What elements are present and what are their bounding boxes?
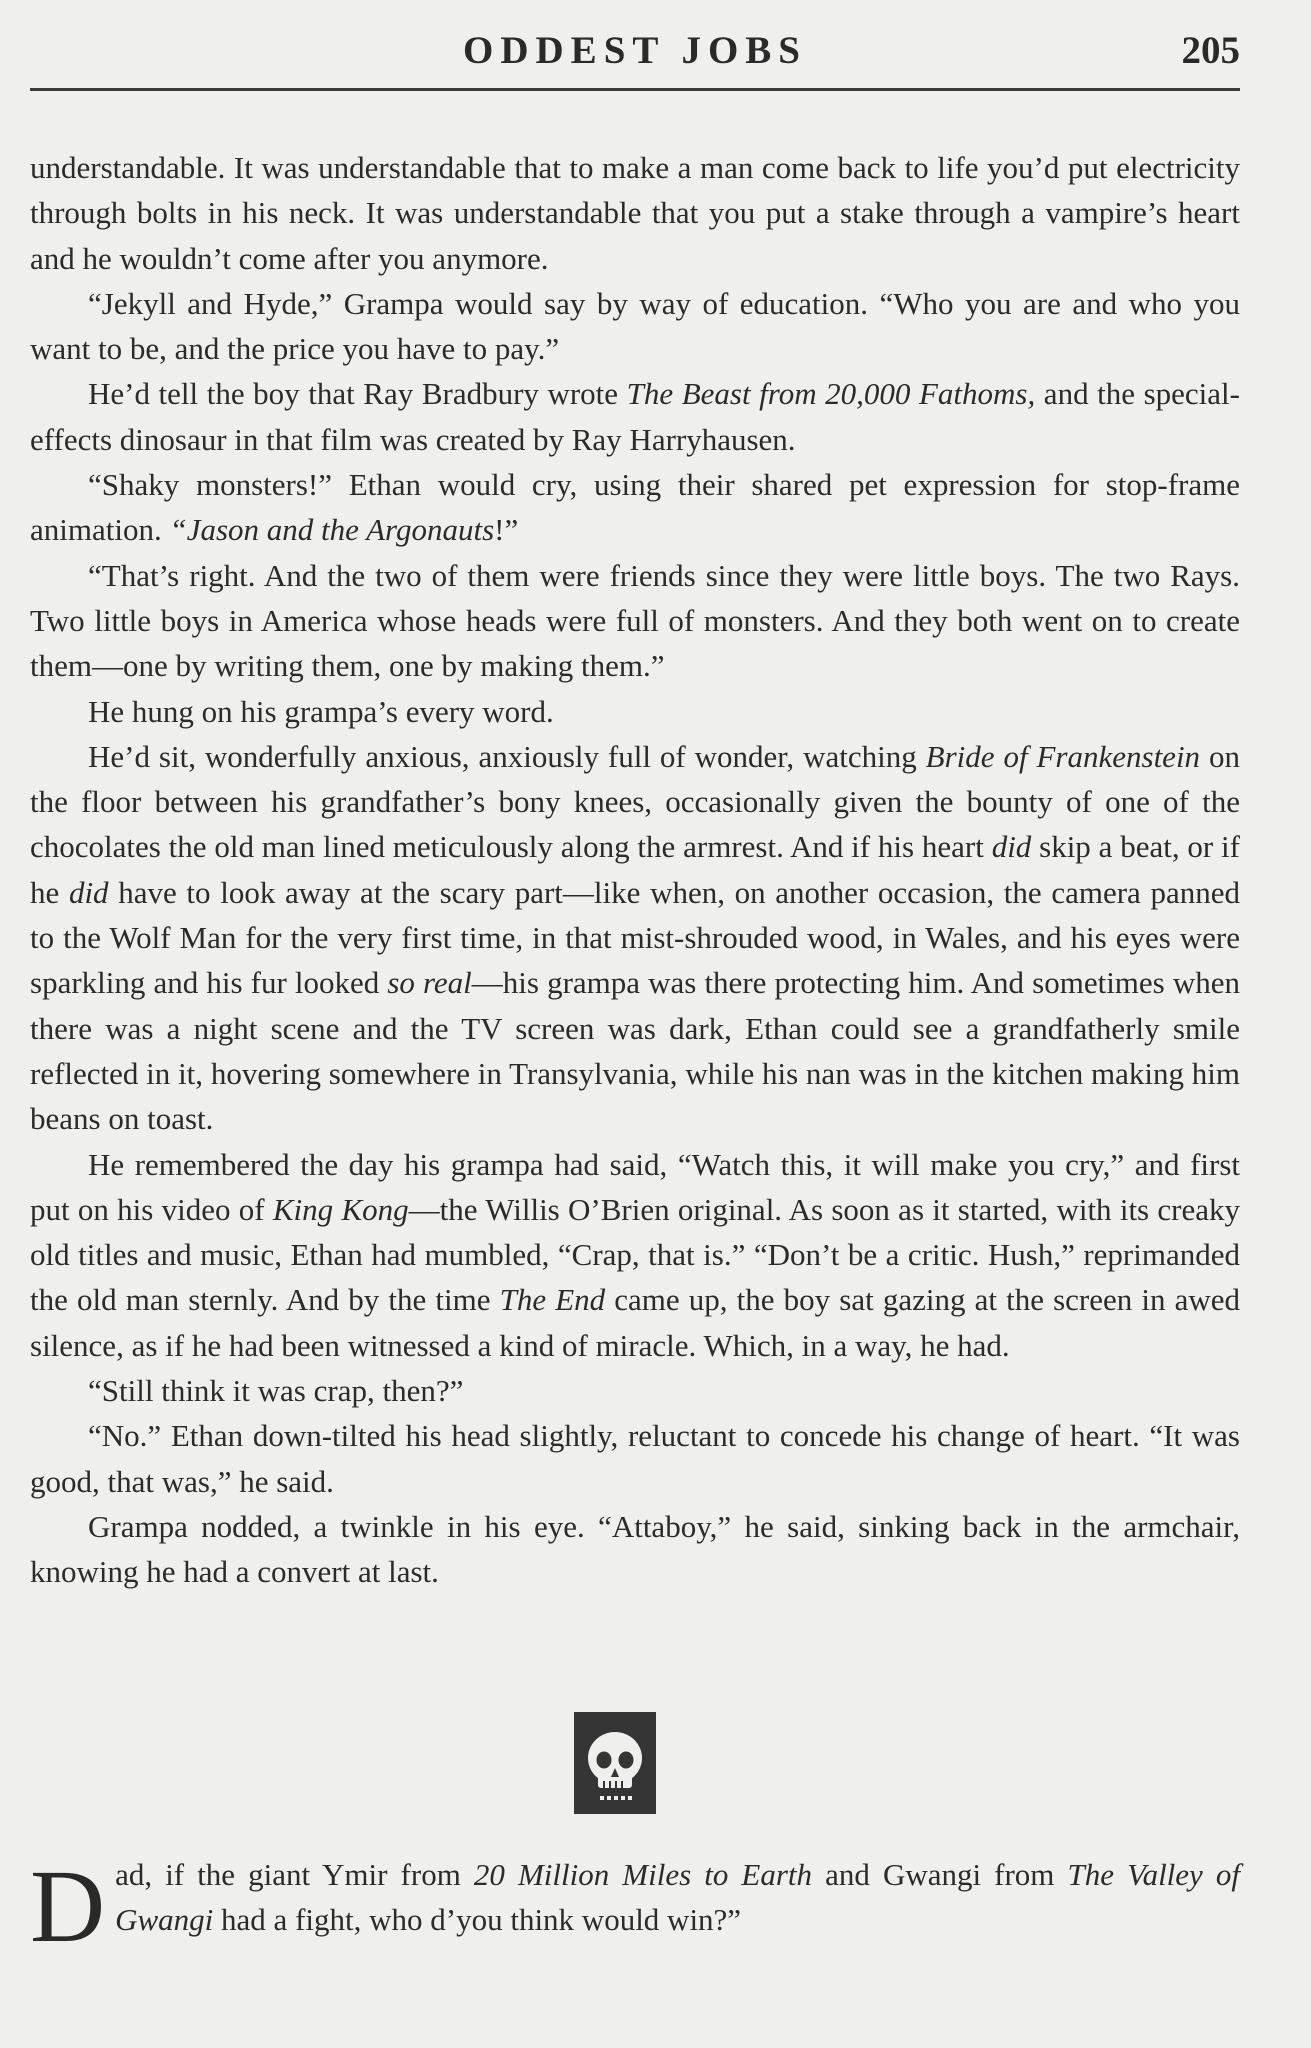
italic-run: The Valley of Gwangi	[115, 1857, 1240, 1937]
text-run: “That’s right. And the two of them were friends since they were little boys. The two Rays. Two little boys in America whose heads were full of monsters. And they both went on to create them—one by writing them, one by making them.”	[30, 557, 1240, 684]
text-run: “No.” Ethan down-tilted his head slightly, reluctant to concede his change of heart. “It was good, that was,” he said.	[30, 1418, 1240, 1499]
text-run: He’d sit, wonderfully anxious, anxiously full of wonder, watching	[88, 738, 926, 774]
header-rule	[30, 88, 1240, 91]
italic-run: 20 Million Miles to Earth	[473, 1857, 813, 1892]
text-run: Grampa nodded, a twinkle in his eye. “Attaboy,” he said, sinking back in the armchair, knowing he had a convert at last.	[30, 1508, 1240, 1590]
paragraph	[30, 371, 1240, 462]
paragraph	[30, 145, 1240, 281]
running-header	[30, 20, 1240, 88]
paragraph	[30, 1504, 1240, 1595]
text-run: He remembered the day his grampa had said, “Watch this, it will make you cry,” and first put on his video of	[30, 1146, 1240, 1227]
italic-run: Bride of Frankenstein	[925, 738, 1201, 774]
italic-run: so real	[387, 965, 472, 1001]
text-run: He’d tell the boy that Ray Bradbury wrote	[88, 376, 627, 412]
italic-run: did	[68, 874, 109, 910]
text-run: had a fight, who d’you think would win?”	[213, 1902, 742, 1937]
text-run: “Still think it was crap, then?”	[88, 1373, 464, 1409]
text-run: !”	[494, 512, 519, 548]
chapter-opening-paragraph	[30, 1849, 1240, 1964]
text-run: He hung on his grampa’s every word.	[88, 693, 554, 729]
text-run: came up, the boy sat gazing at the screen in awed silence, as if he had been witnessed a kind of miracle. Which, in a way, he had.	[30, 1282, 1240, 1363]
paragraph	[30, 734, 1240, 1142]
paragraph	[30, 553, 1240, 689]
paragraph	[30, 462, 1240, 553]
text-run: and the special-effects dinosaur in that film was created by Ray Harryhausen.	[30, 376, 1240, 457]
page-number: 205	[1181, 29, 1240, 72]
skull-icon	[574, 1712, 656, 1814]
paragraph	[30, 689, 1240, 734]
text-run: and Gwangi from	[812, 1857, 1068, 1892]
italic-run: The Beast from 20,000 Fathoms,	[626, 376, 1036, 412]
text-run: —his grampa was there protecting him. And sometimes when there was a night scene and the TV screen was dark, Ethan could see a grandfatherly smile reflected in it, hovering somewhere in Transylvania, while his nan was in the kitchen making him beans on toast.	[30, 965, 1240, 1137]
italic-run: “Jason and the Argonauts	[169, 512, 495, 548]
drop-cap: D	[30, 1849, 106, 1964]
text-run: understandable. It was understandable that to make a man come back to life you’d put electricity through bolts in his neck. It was understandable that you put a stake through a vampire’s heart and he wouldn’t come after you anymore.	[30, 150, 1240, 276]
text-run: “Shaky monsters!” Ethan would cry, using their shared pet expression for stop-frame animation.	[30, 467, 1240, 548]
italic-run: King Kong	[272, 1191, 409, 1227]
text-run: have to look away at the scary part—like when, on another occasion, the camera panned to the Wolf Man for the very first time, in that mist-shrouded wood, in Wales, and his eyes were sparkling and his fur looked	[30, 874, 1240, 1001]
italic-run: did	[991, 829, 1032, 865]
italic-run: The End	[499, 1282, 606, 1318]
running-head-title: ODDEST JOBS	[463, 29, 807, 72]
paragraph	[30, 1142, 1240, 1368]
paragraph	[30, 1368, 1240, 1413]
paragraph	[30, 281, 1240, 372]
text-run: ad, if the giant Ymir from	[115, 1857, 474, 1892]
text-run: “Jekyll and Hyde,” Grampa would say by way of education. “Who you are and who you want to be, and the price you have to pay.”	[30, 285, 1240, 367]
text-run: —the Willis O’Brien original. As soon as it started, with its creaky old titles and music, Ethan had mumbled, “Crap, that is.” “Don’t be a critic. Hush,” reprimanded the old man sternly. And by the time	[30, 1191, 1240, 1318]
text-run: on the floor between his grandfather’s bony knees, occasionally given the bounty of one of the chocolates the old man lined meticulously along the armrest. And if his heart	[30, 738, 1240, 865]
body-text	[30, 145, 1240, 1595]
section-break-ornament	[574, 1712, 656, 1814]
opening-paragraph-text	[30, 1852, 1240, 1942]
paragraph	[30, 1413, 1240, 1504]
text-run: skip a beat, or if he	[30, 829, 1240, 910]
